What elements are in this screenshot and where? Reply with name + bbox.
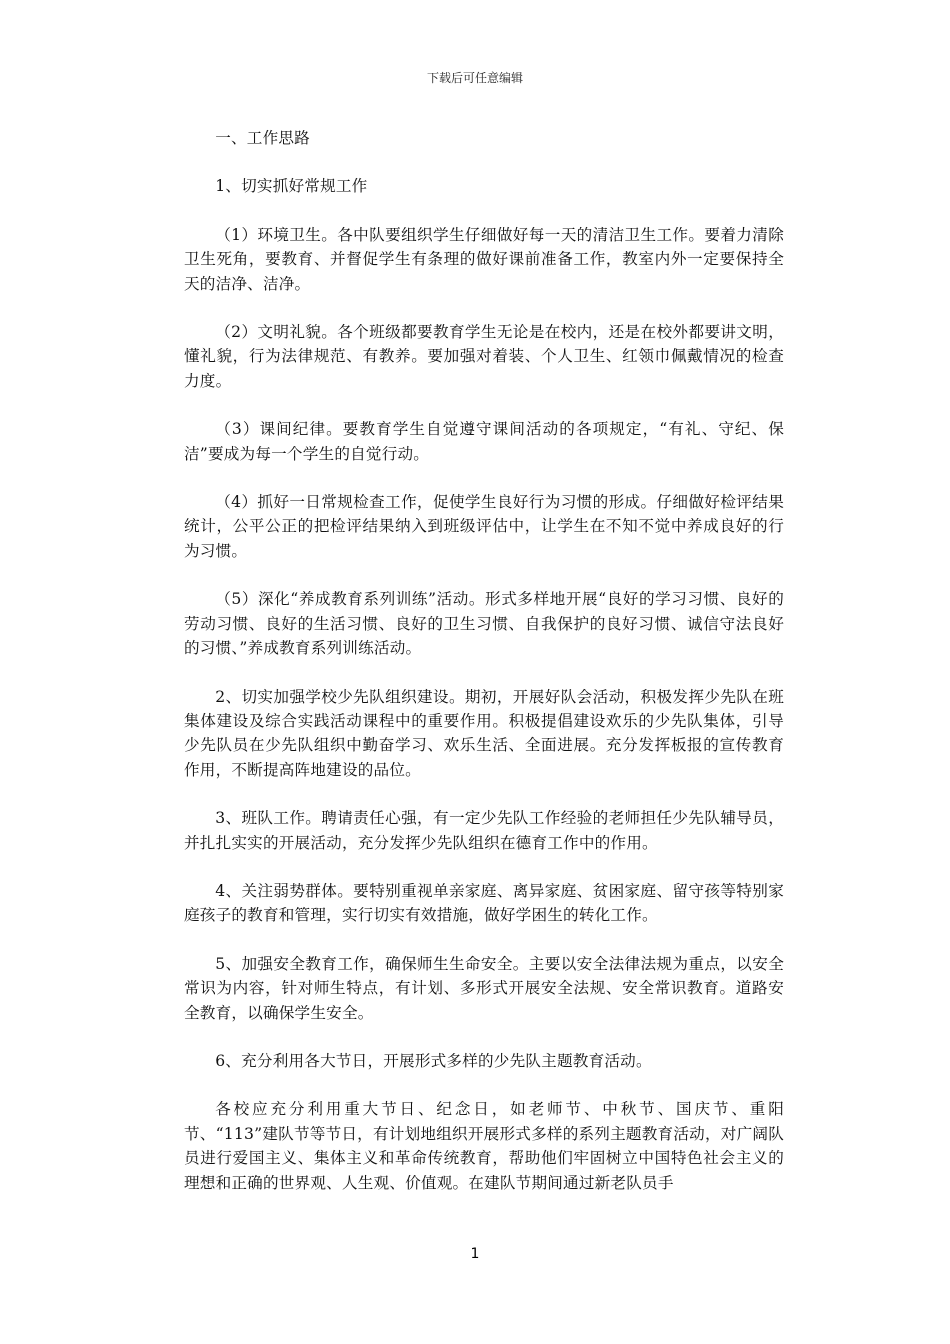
paragraph: （1）环境卫生。各中队要组织学生仔细做好每一天的清洁卫生工作。要着力清除卫生死角，要教育、并督促学生有条理的做好课前准备工作，教室内外一定要保持全天的洁净、洁净。 bbox=[184, 225, 784, 293]
page-header: 下载后可任意编辑 bbox=[426, 71, 523, 85]
paragraph: 各校应充分利用重大节日、纪念日，如老师节、中秋节、国庆节、重阳节、“113”建队节等节日，有计划地组织开展形式多样的系列主题教育活动，对广阔队员进行爱国主义、集体主义和革命传统教育，帮助他们牢固树立中国特色社会主义的理想和正确的世界观、人生观、价值观。在建队节期间通过新老队员手 bbox=[184, 1100, 784, 1192]
page-number: 1 bbox=[470, 1246, 480, 1262]
paragraph: 3、班队工作。聘请责任心强，有一定少先队工作经验的老师担任少先队辅导员，并扎扎实实的开展活动，充分发挥少先队组织在德育工作中的作用。 bbox=[184, 809, 784, 852]
paragraph: 5、加强安全教育工作，确保师生生命安全。主要以安全法律法规为重点，以安全常识为内容，针对师生特点，有计划、多形式开展安全法规、安全常识教育。道路安全教育，以确保学生安全。 bbox=[184, 954, 784, 1022]
document-body bbox=[184, 126, 784, 1195]
paragraph: 2、切实加强学校少先队组织建设。期初，开展好队会活动，积极发挥少先队在班集体建设及综合实践活动课程中的重要作用。积极提倡建设欢乐的少先队集体，引导少先队员在少先队组织中勤奋学习、欢乐生活、全面进展。充分发挥板报的宣传教育作用，不断提高阵地建设的品位。 bbox=[184, 687, 784, 779]
paragraph: （5）深化“养成教育系列训练”活动。形式多样地开展“良好的学习习惯、良好的劳动习惯、良好的生活习惯、良好的卫生习惯、自我保护的良好习惯、诚信守法良好的习惯、”养成教育系列训练活动。 bbox=[184, 590, 784, 658]
paragraph: （3）课间纪律。要教育学生自觉遵守课间活动的各项规定，“有礼、守纪、保洁”要成为每一个学生的自觉行动。 bbox=[184, 420, 784, 463]
paragraph: 4、关注弱势群体。要特别重视单亲家庭、离异家庭、贫困家庭、留守孩等特别家庭孩子的教育和管理，实行切实有效措施，做好学困生的转化工作。 bbox=[184, 881, 784, 925]
paragraph: （4）抓好一日常规检查工作，促使学生良好行为习惯的形成。仔细做好检评结果统计，公平公正的把检评结果纳入到班级评估中，让学生在不知不觉中养成良好的行为习惯。 bbox=[184, 493, 784, 560]
subsection-heading: 1、切实抓好常规工作 bbox=[215, 177, 368, 196]
paragraph: 6、充分利用各大节日，开展形式多样的少先队主题教育活动。 bbox=[215, 1051, 652, 1070]
paragraph: （2）文明礼貌。各个班级都要教育学生无论是在校内，还是在校外都要讲文明，懂礼貌，行为法律规范、有教养。要加强对着装、个人卫生、红领巾佩戴情况的检查力度。 bbox=[184, 323, 784, 390]
section-heading: 一、工作思路 bbox=[215, 129, 310, 147]
